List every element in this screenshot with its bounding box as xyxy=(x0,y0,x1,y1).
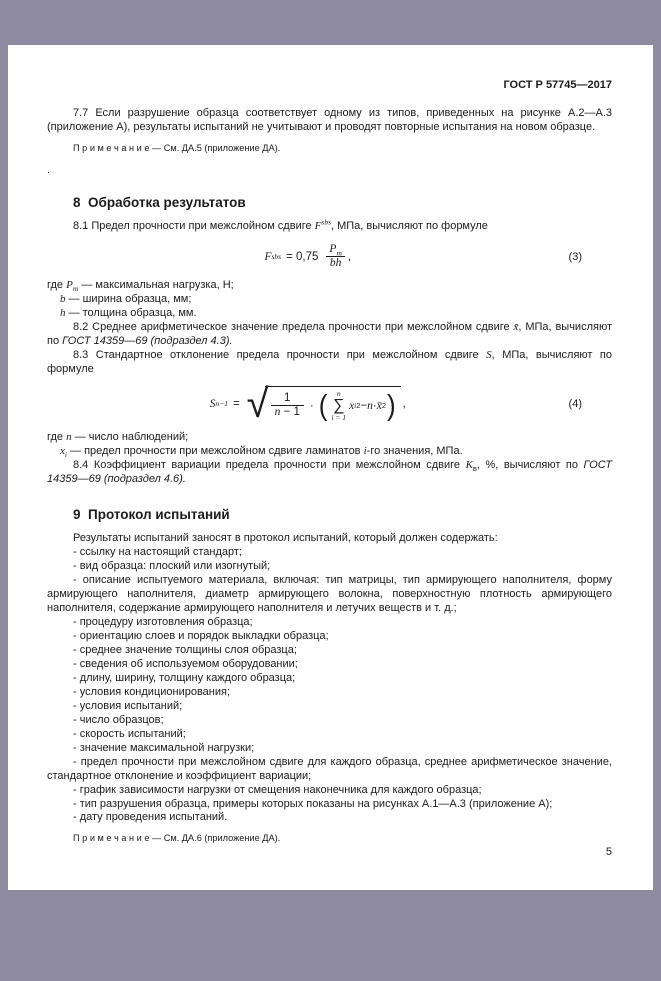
list-item: - условия кондиционирования; xyxy=(73,685,231,698)
list-item: - ссылку на настоящий стандарт; xyxy=(73,546,242,559)
list-item: - значение максимальной нагрузки; xyxy=(73,741,255,754)
var-i: i xyxy=(363,445,367,458)
formula-4-expression: S n−1 = √ $\frac{1}{n - 1}$ · ( n ∑ i = 1 x i 2 − n · x̄ 2 ) , xyxy=(209,382,406,427)
where-clause-4-line-1 xyxy=(47,431,612,445)
fraction-denominator xyxy=(326,256,346,270)
var-bh: bh xyxy=(329,257,342,270)
section-9-heading: 9 Протокол испытаний xyxy=(73,507,230,523)
fraction-1-over-n-1 xyxy=(271,392,304,419)
text-run: где xyxy=(47,279,67,292)
section-8-heading: 8 Обработка результатов xyxy=(73,195,246,211)
where-clause-4-line-2 xyxy=(47,445,612,459)
doc-number-header: ГОСТ Р 57745—2017 xyxy=(503,79,612,91)
list-item: - длину, ширину, толщину каждого образца; xyxy=(73,671,296,684)
list-item: - сведения об используемом оборудовании; xyxy=(73,657,298,670)
close-paren: ) xyxy=(387,388,396,422)
radical-sign: √ xyxy=(246,382,269,427)
text-run: -го значения, МПа. xyxy=(366,445,463,458)
text-run: − 1 xyxy=(280,406,300,419)
list-item: - дату проведения испытаний. xyxy=(73,811,228,824)
sum-lower-limit: i = 1 xyxy=(331,412,347,422)
paragraph-8-2 xyxy=(47,321,612,349)
text-run: — толщина образца, мм. xyxy=(65,307,197,320)
list-item: - скорость испытаний; xyxy=(73,727,186,740)
var-P: P xyxy=(66,279,73,292)
text-run: где xyxy=(47,431,67,444)
list-item: - график зависимости нагрузки от смещения наконечника для каждого образца; xyxy=(73,783,482,796)
sub-i: i xyxy=(64,450,67,460)
formula-4-number: (4) xyxy=(568,398,582,411)
formula-3-expression: F sbs = 0,75 $\frac{P_m}{bh}$ , xyxy=(264,243,352,270)
text-run: , МПа, вычисляют по xyxy=(47,321,612,348)
var-x: x xyxy=(60,445,65,458)
paragraph-8-1 xyxy=(47,217,612,234)
list-item: - среднее значение толщины слоя образца; xyxy=(73,643,297,656)
formula-4 xyxy=(47,382,612,427)
formula-3 xyxy=(47,243,612,270)
multiplication-dot: · xyxy=(309,399,314,412)
fraction-numerator: 1 xyxy=(284,392,291,405)
where-clause-3-line-3 xyxy=(47,307,612,321)
note-da6: П р и м е ч а н и е — См. ДА.6 (приложение ДА). xyxy=(73,833,281,844)
list-item: - предел прочности при межслойном сдвиге для каждого образца, среднее арифметическое значение, стандартное отклонение и коэффициент вариации; xyxy=(47,755,612,782)
var-xbar: x̄ xyxy=(513,321,519,334)
sub-m: m xyxy=(336,248,342,258)
fraction-numerator xyxy=(325,243,345,256)
var-n: n xyxy=(367,399,373,412)
var-F: F xyxy=(314,220,322,233)
gost-reference: ГОСТ 14359—69 (подраздел 4.3). xyxy=(62,335,233,348)
list-item: - ориентацию слоев и порядок выкладки образца; xyxy=(73,629,329,642)
minus-sign: − xyxy=(360,399,368,412)
var-xbar: x̄ xyxy=(376,399,382,412)
text-run: 8.1 Предел прочности при межслойном сдвиге xyxy=(73,220,315,233)
paragraph-7-7: 7.7 Если разрушение образца соответствует одному из типов, приведенных на рисунке А.2—А.3 (приложение А), результаты испытаний не учитывают и проводят повторные испытания на новом образце. xyxy=(47,107,612,133)
stray-period: . xyxy=(47,164,51,177)
radicand: $\frac{1}{n - 1}$ · ( n ∑ i = 1 x i 2 − n · x̄ 2 ) xyxy=(265,386,401,422)
sum-upper-limit: n xyxy=(336,389,341,399)
where-clause-3-line-2 xyxy=(47,293,612,307)
sup-sbs: sbs xyxy=(321,217,331,227)
open-paren: ( xyxy=(318,388,328,422)
paragraph-8-3 xyxy=(47,349,612,377)
sub-m: m xyxy=(72,284,79,294)
sub-v: в xyxy=(472,464,477,474)
text-run: 8.4 Коэффициент вариации предела прочности при межслойном сдвиге xyxy=(73,459,466,472)
list-item: - вид образца: плоский или изогнутый; xyxy=(73,560,271,573)
var-n: n xyxy=(274,406,281,419)
text-run: , МПа, вычисляют по формуле xyxy=(47,349,613,376)
text-run: , МПа, вычисляют по формуле xyxy=(331,220,488,233)
var-b: b xyxy=(60,293,66,306)
var-S: S xyxy=(486,349,492,362)
equals-coefficient: = 0,75 xyxy=(286,250,319,263)
text-run: 8.3 Стандартное отклонение предела прочности при межслойном сдвиге xyxy=(73,349,487,362)
text-run: — ширина образца, мм; xyxy=(65,293,192,306)
var-S: S xyxy=(209,398,216,411)
fraction-denominator xyxy=(271,405,304,419)
list-item: - процедуру изготовления образца; xyxy=(73,615,253,628)
list-item: - тип разрушения образца, примеры которых показаны на рисунках А.1—А.3 (приложение А); xyxy=(73,797,553,810)
multiplication-dot: · xyxy=(372,399,377,412)
formula-3-number: (3) xyxy=(568,250,582,263)
var-K: K xyxy=(465,459,473,472)
equals-sign: = xyxy=(232,398,240,411)
text-run: — число наблюдений; xyxy=(71,431,189,444)
square-root xyxy=(246,382,401,427)
formula-tail: , xyxy=(347,250,352,263)
var-P: P xyxy=(329,243,337,256)
paragraph-8-4 xyxy=(47,459,612,487)
protocol-items-list xyxy=(47,546,612,825)
list-item: - число образцов; xyxy=(73,713,164,726)
sigma-sign: ∑ xyxy=(333,396,345,414)
gost-reference: ГОСТ 14359—69 (подраздел 4.6). xyxy=(47,459,612,486)
text-run: — предел прочности при межслойном сдвиге ламинатов xyxy=(66,445,364,458)
where-clause-3-line-1 xyxy=(47,279,612,293)
fraction-Pm-over-bh xyxy=(325,243,345,270)
var-F: F xyxy=(264,250,272,263)
var-x: x xyxy=(349,399,355,412)
text-run: 8.2 Среднее арифметическое значение предела прочности при межслойном сдвиге xyxy=(73,321,514,334)
summation xyxy=(331,390,346,421)
page-number: 5 xyxy=(605,846,612,858)
note-da5: П р и м е ч а н и е — См. ДА.5 (приложение ДА). xyxy=(73,142,281,153)
list-item: - условия испытаний; xyxy=(73,699,183,712)
list-item: - описание испытуемого материала, включая: тип матрицы, тип армирующего наполнителя, форму армирующего наполнителя, диаметр армирующего волокна, поверхностную плотность армирующего наполнителя, содержание армирующего наполнителя и летучих веществ и т. д.; xyxy=(47,574,612,614)
text-run: — максимальная нагрузка, Н; xyxy=(78,279,234,292)
var-h: h xyxy=(60,307,66,320)
text-run: , %, вычисляют по xyxy=(476,459,584,472)
formula-tail: , xyxy=(402,398,406,411)
var-n: n xyxy=(66,431,72,444)
document-page xyxy=(8,45,653,890)
paragraph-9-intro: Результаты испытаний заносят в протокол испытаний, который должен содержать: xyxy=(73,532,498,545)
